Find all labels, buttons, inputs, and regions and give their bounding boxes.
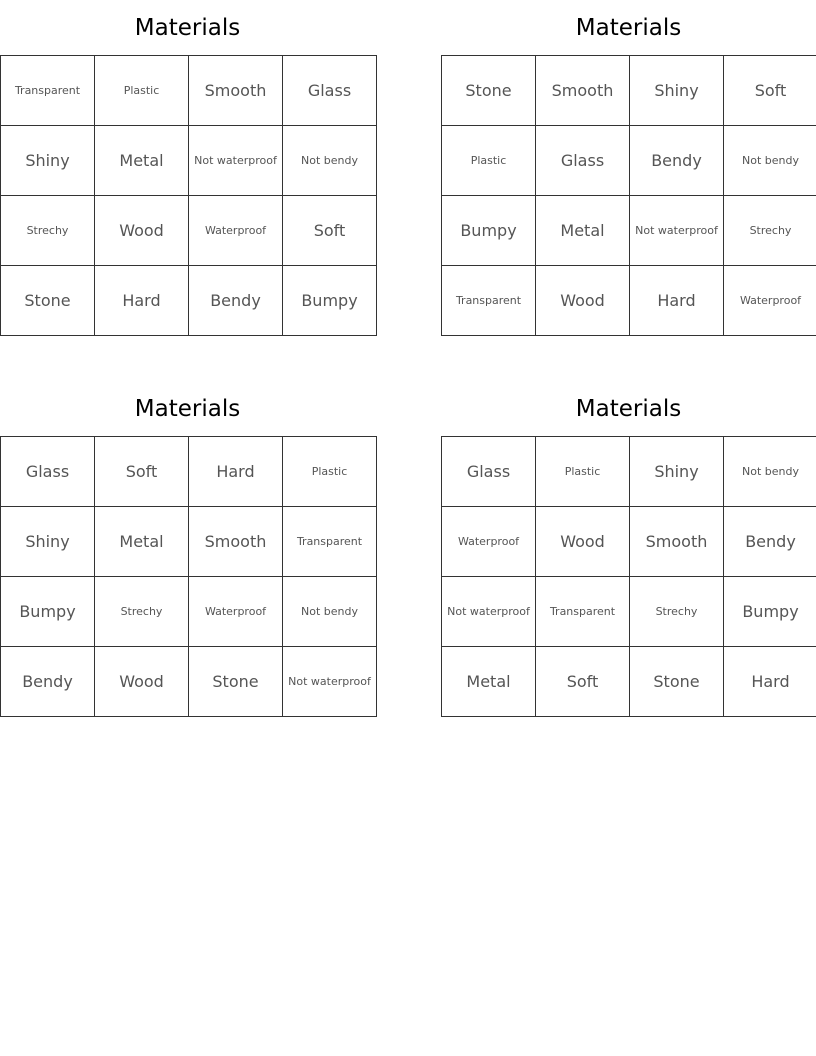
- grid-row: [1, 56, 377, 126]
- grid-cell: Transparent: [1, 56, 95, 126]
- grid-cell: Glass: [1, 437, 95, 507]
- grid-cell: Plastic: [442, 126, 536, 196]
- grid-row: [1, 507, 377, 577]
- bingo-card-3: [0, 381, 375, 717]
- card-title: Materials: [575, 396, 682, 422]
- card-title: Materials: [134, 396, 241, 422]
- grid-cell: Strechy: [95, 577, 189, 647]
- grid-cell: Soft: [536, 647, 630, 717]
- grid-row: [1, 437, 377, 507]
- grid-cell: Hard: [630, 266, 724, 336]
- grid-cell: Stone: [189, 647, 283, 717]
- grid-cell: Smooth: [630, 507, 724, 577]
- grid-row: [442, 437, 816, 507]
- grid-cell: Bumpy: [1, 577, 95, 647]
- bingo-grid: [441, 55, 816, 336]
- grid-row: [442, 577, 816, 647]
- bingo-grid: [441, 436, 816, 717]
- grid-cell: Hard: [189, 437, 283, 507]
- grid-cell: Strechy: [724, 196, 816, 266]
- bingo-grid: [0, 436, 377, 717]
- grid-cell: Waterproof: [189, 196, 283, 266]
- grid-cell: Stone: [630, 647, 724, 717]
- grid-cell: Not bendy: [283, 577, 377, 647]
- grid-cell: Shiny: [630, 56, 724, 126]
- grid-cell: Smooth: [189, 56, 283, 126]
- grid-cell: Shiny: [1, 507, 95, 577]
- card-title: Materials: [134, 15, 241, 41]
- grid-cell: Glass: [536, 126, 630, 196]
- card-title: Materials: [575, 15, 682, 41]
- grid-cell: Glass: [283, 56, 377, 126]
- grid-cell: Wood: [536, 507, 630, 577]
- grid-cell: Transparent: [442, 266, 536, 336]
- grid-row: [1, 126, 377, 196]
- grid-cell: Soft: [724, 56, 816, 126]
- grid-cell: Hard: [724, 647, 816, 717]
- grid-row: [442, 56, 816, 126]
- grid-cell: Transparent: [283, 507, 377, 577]
- grid-row: [442, 196, 816, 266]
- grid-row: [1, 647, 377, 717]
- grid-cell: Metal: [95, 507, 189, 577]
- grid-cell: Glass: [442, 437, 536, 507]
- grid-cell: Bumpy: [442, 196, 536, 266]
- grid-cell: Hard: [95, 266, 189, 336]
- grid-cell: Metal: [95, 126, 189, 196]
- grid-cell: Transparent: [536, 577, 630, 647]
- grid-cell: Waterproof: [442, 507, 536, 577]
- grid-row: [442, 266, 816, 336]
- grid-cell: Smooth: [189, 507, 283, 577]
- grid-cell: Not waterproof: [442, 577, 536, 647]
- grid-cell: Plastic: [95, 56, 189, 126]
- grid-cell: Not waterproof: [283, 647, 377, 717]
- grid-cell: Bendy: [630, 126, 724, 196]
- grid-cell: Waterproof: [189, 577, 283, 647]
- grid-cell: Not bendy: [724, 437, 816, 507]
- bingo-grid: [0, 55, 377, 336]
- bingo-card-4: [441, 381, 816, 717]
- grid-cell: Metal: [442, 647, 536, 717]
- grid-cell: Plastic: [536, 437, 630, 507]
- grid-row: [1, 266, 377, 336]
- grid-cell: Bumpy: [283, 266, 377, 336]
- grid-cell: Metal: [536, 196, 630, 266]
- grid-cell: Bendy: [1, 647, 95, 717]
- grid-cell: Shiny: [630, 437, 724, 507]
- grid-cell: Soft: [95, 437, 189, 507]
- grid-cell: Wood: [536, 266, 630, 336]
- grid-cell: Wood: [95, 196, 189, 266]
- grid-row: [1, 196, 377, 266]
- grid-cell: Smooth: [536, 56, 630, 126]
- grid-cell: Strechy: [630, 577, 724, 647]
- grid-cell: Bendy: [189, 266, 283, 336]
- bingo-card-2: [441, 0, 816, 336]
- grid-cell: Bumpy: [724, 577, 816, 647]
- grid-cell: Plastic: [283, 437, 377, 507]
- grid-cell: Soft: [283, 196, 377, 266]
- grid-cell: Not waterproof: [630, 196, 724, 266]
- grid-cell: Wood: [95, 647, 189, 717]
- grid-row: [442, 126, 816, 196]
- grid-cell: Bendy: [724, 507, 816, 577]
- grid-cell: Not bendy: [724, 126, 816, 196]
- grid-cell: Waterproof: [724, 266, 816, 336]
- grid-cell: Not waterproof: [189, 126, 283, 196]
- grid-cell: Strechy: [1, 196, 95, 266]
- grid-cell: Shiny: [1, 126, 95, 196]
- grid-cell: Not bendy: [283, 126, 377, 196]
- grid-row: [442, 507, 816, 577]
- grid-row: [442, 647, 816, 717]
- grid-cell: Stone: [442, 56, 536, 126]
- bingo-card-1: [0, 0, 375, 336]
- grid-cell: Stone: [1, 266, 95, 336]
- grid-row: [1, 577, 377, 647]
